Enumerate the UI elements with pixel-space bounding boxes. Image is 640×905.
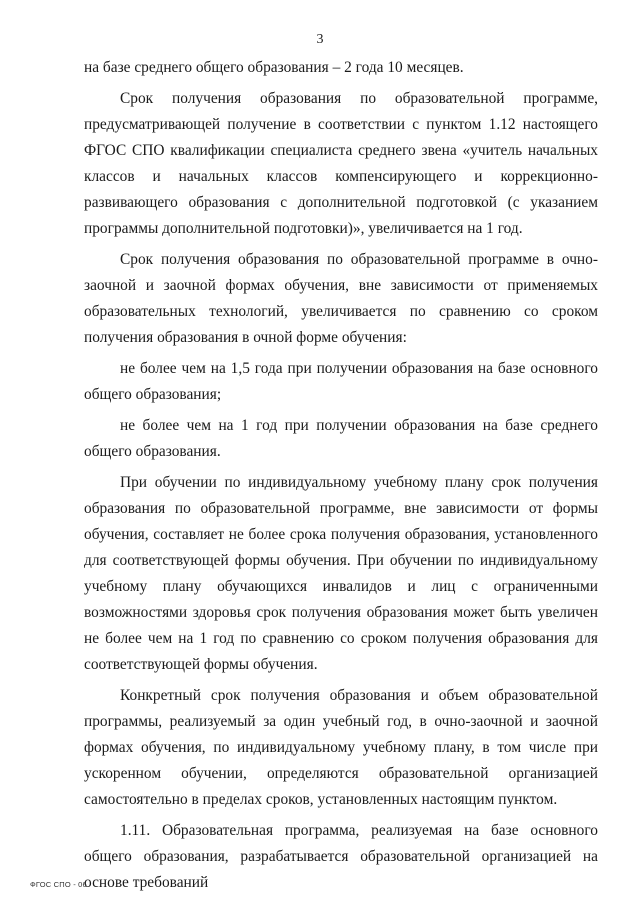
paragraph-3: Срок получения образования по образовательной программе в очно-заочной и заочной формах обучения, вне зависимости от применяемых образовательных технологий, увеличивается по сравнению со сроком получения образования в очной форме обучения: — [84, 251, 598, 346]
document-footer: ФГОС СПО - 06 — [30, 880, 87, 889]
paragraph-1: на базе среднего общего образования – 2 года 10 месяцев. — [84, 59, 464, 76]
paragraph-5: не более чем на 1 год при получении образования на базе среднего общего образования. — [84, 417, 598, 460]
paragraph-7: Конкретный срок получения образования и объем образовательной программы, реализуемый за один учебный год, в очно-заочной и заочной формах обучения, по индивидуальному учебному плану, в том числе при ускоренном обучении, определяются образовательной организацией самостоятельно в пределах сроков, установленных настоящим пунктом. — [84, 687, 598, 808]
paragraph-2: Срок получения образования по образовательной программе, предусматривающей получение в соответствии с пунктом 1.12 настоящего ФГОС СПО квалификации специалиста среднего звена «учитель начальных классов и начальных классов компенсирующего и коррекционно-развивающего образования с дополнительной подготовкой (с указанием программы дополнительной подготовки)», увеличивается на 1 год. — [84, 90, 598, 237]
document-body — [84, 55, 598, 901]
paragraph-6: При обучении по индивидуальному учебному плану срок получения образования по образовательной программе, вне зависимости от формы обучения, составляет не более срока получения образования, установленного для соответствующей формы обучения. При обучении по индивидуальному учебному плану обучающихся инвалидов и лиц с ограниченными возможностями здоровья срок получения образования может быть увеличен не более чем на 1 год по сравнению со сроком получения образования для соответствующей формы обучения. — [84, 474, 598, 673]
paragraph-4: не более чем на 1,5 года при получении образования на базе основного общего образования; — [84, 360, 598, 403]
paragraph-8: 1.11. Образовательная программа, реализуемая на базе основного общего образования, разрабатывается образовательной организацией на основе требований — [84, 822, 598, 891]
page-number: 3 — [316, 32, 324, 47]
